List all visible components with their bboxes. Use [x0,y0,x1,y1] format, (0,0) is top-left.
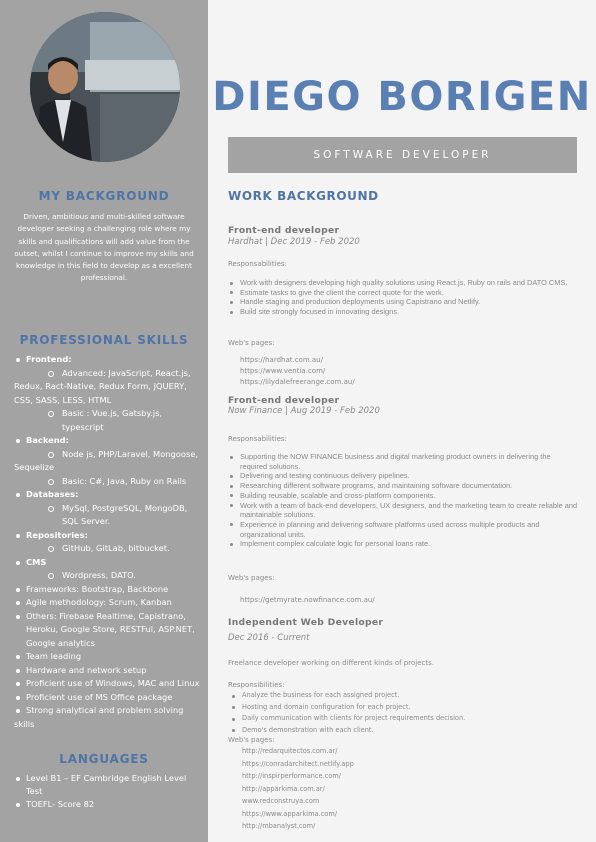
responsibilities-label: Responsabilities: [228,435,287,443]
profile-photo-image [30,12,180,162]
web-link[interactable]: https://lilydalefreerange.com.au/ [240,378,355,386]
skill-text: Basic: C#, Java, Ruby on Rails [62,475,187,486]
skill-item [14,353,204,367]
skill-item [14,367,204,408]
web-links [240,355,355,388]
skill-text: Proficient use of Windows, MAC and Linux [26,678,200,688]
responsibilities-label: Responsibilities: [228,681,285,689]
skill-text: Strong analytical and problem solving skills [14,705,184,729]
skill-item [14,475,204,489]
skill-text: GitHub, GitLab, bitbucket. [62,543,170,553]
work-heading: WORK BACKGROUND [228,189,379,203]
responsibility-item: Handle staging and production deployments using Capistrano and Netlify. [228,297,578,307]
skill-item [14,650,204,664]
skill-item [14,542,204,556]
skill-category: Databases: [26,489,79,499]
responsibility-item: Demo's demonstration with each client. [228,725,578,737]
sidebar [0,0,208,842]
web-link[interactable]: http://redarquitectos.com.ar/ [242,747,338,755]
responsibility-item: Daily communication with clients for project requirements decision. [228,713,578,725]
responsibilities-list [228,452,578,549]
skill-category: Frontend: [26,354,72,364]
responsibility-item: Work with designers developing high quality solutions using React.js, Ruby on rails and DATO CMS. [228,278,578,288]
responsibility-item: Researching different software programs, and maintaining software documentation. [228,481,578,491]
skill-text: Team leading [26,651,82,661]
languages-list [14,772,194,812]
web-pages-label: Web's pages: [228,736,275,744]
skill-text: Hardware and network setup [26,664,147,675]
skill-item [14,664,204,678]
skill-item [14,610,204,651]
responsibility-item: Implement complex calculate logic for personal loans rate. [228,539,578,549]
responsibilities-label: Responsabilities: [228,260,287,268]
responsibility-item: Build site strongly focused in innovating designs. [228,307,578,317]
skill-item [14,502,204,529]
web-link[interactable]: http://inspirperformance.com/ [242,772,342,780]
job-title-banner [228,137,577,173]
language-item: Level B1 – EF Cambridge English Level Test [14,772,194,797]
job-title: Independent Web Developer [228,617,384,628]
responsibility-item: Estimate tasks to give the client the correct quote for the work. [228,288,578,298]
responsibility-item: Work with a team of back-end developers, UX designers, and the marketing team to create reliable and maintainable solutions. [228,501,578,520]
responsibility-item: Building reusable, scalable and cross-platform components. [228,491,578,501]
web-link[interactable]: https://www.apparkima.com/ [242,809,337,818]
skill-item [14,596,204,610]
web-link[interactable]: http://mbanalyst.com/ [242,822,316,830]
skill-category: Repositories: [26,529,88,540]
web-link[interactable]: http://apparkima.com.ar/ [242,784,325,793]
responsibilities-list [228,690,578,736]
job-company-dates: Hardhat | Dec 2019 - Feb 2020 [228,237,360,247]
skill-item [14,691,204,705]
language-item: TOEFL- Score 82 [14,798,194,811]
skill-item [14,704,204,731]
skill-item [14,448,204,475]
profile-photo [30,12,180,162]
job-company-dates: Dec 2016 - Current [228,633,310,643]
skill-text: Proficient use of MS Office package [26,691,173,702]
skill-text: Node js, PHP/Laravel, Mongoose, Sequelize [14,448,199,472]
skill-item [14,488,204,502]
web-link[interactable]: https://www.ventia.com/ [240,367,326,375]
web-link[interactable]: https://hardhat.com.au/ [240,356,323,364]
job-title-text: SOFTWARE DEVELOPER [313,149,492,161]
job-company-dates: Now Finance | Aug 2019 - Feb 2020 [228,406,380,416]
skill-item [14,407,204,434]
responsibility-item: Hosting and domain configuration for each project. [228,702,578,714]
skill-category: Backend: [26,435,69,445]
skill-text: Wordpress, DATO. [62,570,137,580]
skill-item [14,569,204,583]
skill-text: Advanced: JavaScript, React.js, Redux, Ract-Native, Redux Form, JQUERY, CSS, SASS, LESS, HTML [14,367,191,405]
web-link[interactable]: www.redconstruya.com [242,797,320,805]
skill-text: MySql, PostgreSQL, MongoDB, SQL Server. [62,502,188,526]
skill-text: Agile methodology: Scrum, Kanban [26,597,172,607]
responsibility-item: Experience in planning and delivering software platforms used across multiple products and organizational units. [228,520,578,539]
skill-category: CMS [26,556,47,567]
skill-text: Frameworks: Bootstrap, Backbone [26,583,169,594]
responsibility-item: Delivering and testing continuous delivery pipelines. [228,471,578,481]
skills-list [14,353,204,731]
web-pages-label: Web's pages: [228,339,275,347]
background-heading: MY BACKGROUND [38,189,170,203]
responsibilities-list [228,278,578,317]
responsibility-item: Analyze the business for each assigned project. [228,690,578,702]
skill-item [14,583,204,597]
skill-item [14,556,204,570]
job-intro: Freelance developer working on different kinds of projects. [228,659,434,667]
skill-item [14,529,204,543]
skill-text: Basic : Vue.js, Gatsby.js, typescript [62,408,163,432]
job-title: Front-end developer [228,225,340,236]
web-link[interactable]: https://getmyrate.nowfinance.com.au/ [240,596,375,604]
skill-item [14,434,204,448]
languages-heading: LANGUAGES [59,752,149,766]
skills-heading: PROFESSIONAL SKILLS [19,333,189,347]
candidate-name: DIEGO BORIGEN [212,74,592,120]
web-links [242,745,354,833]
web-link[interactable]: https://conradarchitect.netlify.app [242,759,354,768]
skill-item [14,677,204,691]
responsibility-item: Supporting the NOW FINANCE business and digital marketing product owners in delivering the required solutions. [228,452,578,471]
background-text: Driven, ambitious and multi-skilled software developer seeking a challenging role where my skills and qualifications will add value from the outset, whilst I continue to improve my skills and knowledge in this field to develop as a excellent professional. [14,212,194,283]
web-links [240,595,375,606]
skill-text: Others: Firebase Realtime, Capistrano, Heroku, Google Store, RESTFul, ASP.NET, Google analytics [26,610,195,648]
web-pages-label: Web's pages: [228,574,275,582]
job-title: Front-end developer [228,395,340,406]
